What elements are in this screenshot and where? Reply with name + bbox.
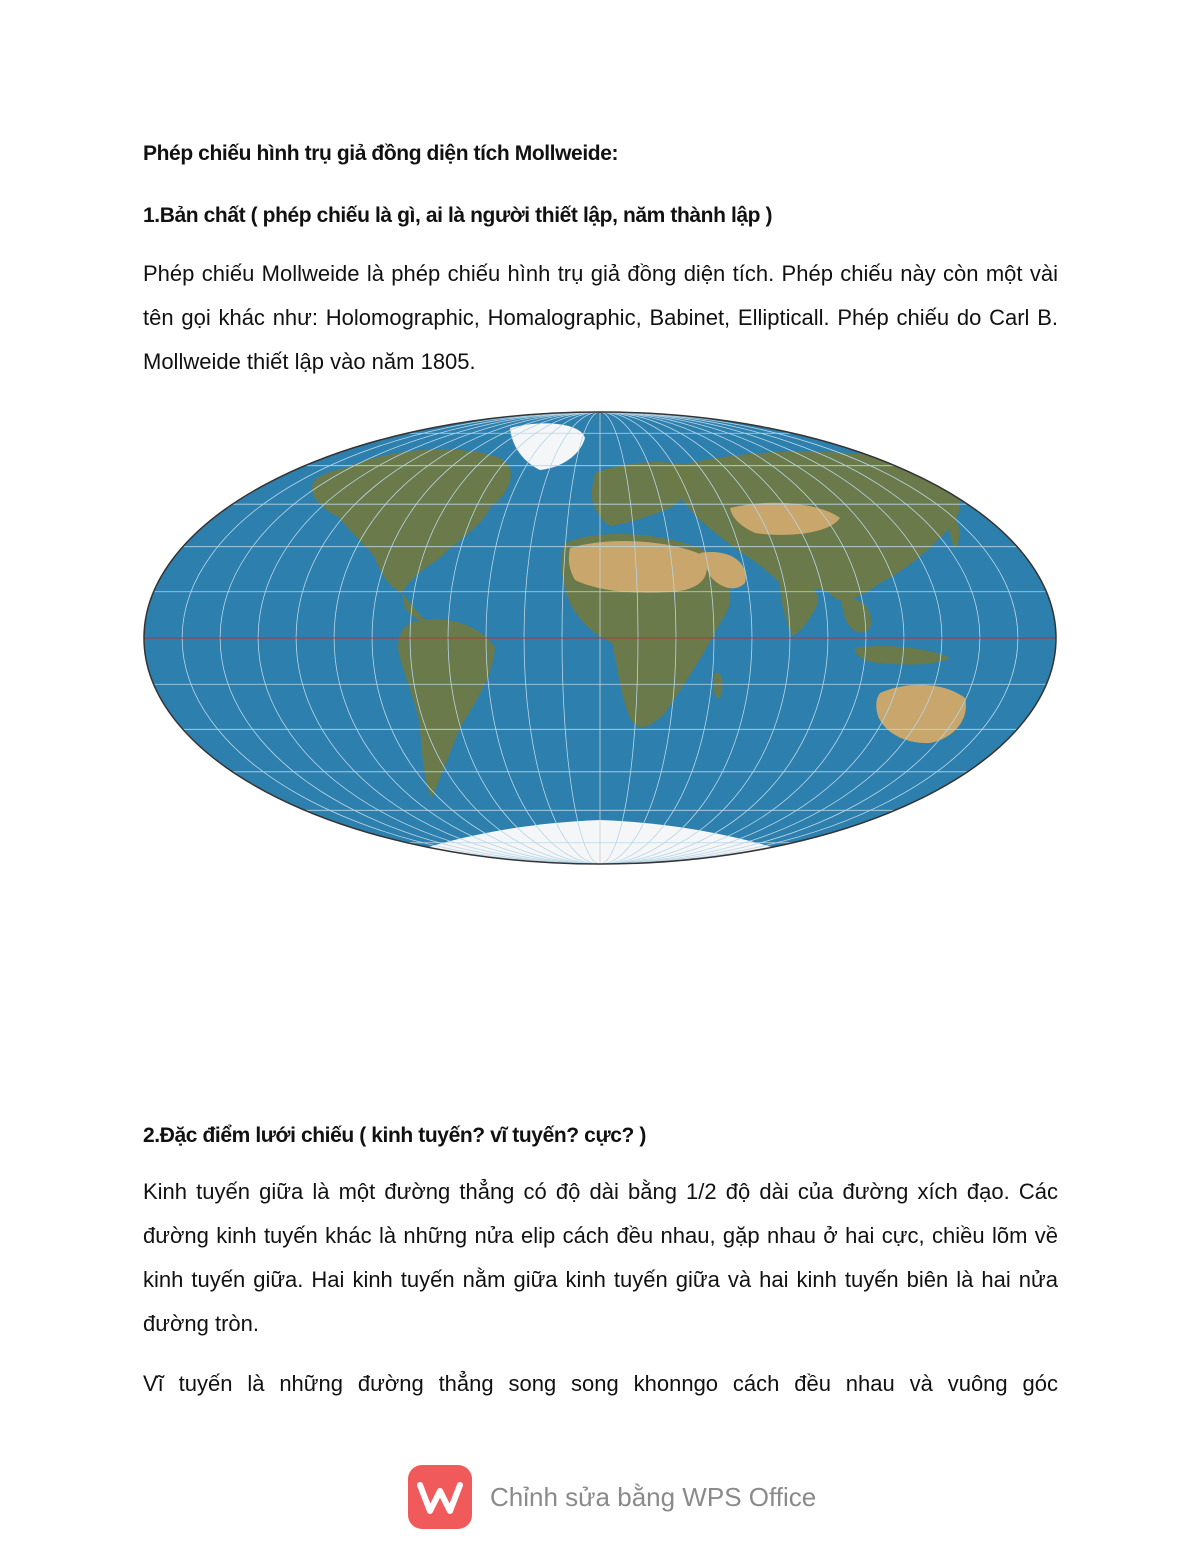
section-2-paragraph-2: Vĩ tuyến là những đường thẳng song song khonngo cách đều nhau và vuông góc	[143, 1371, 1058, 1396]
section-1-heading: 1.Bản chất ( phép chiếu là gì, ai là người thiết lập, năm thành lập )	[143, 204, 773, 227]
wps-logo-icon[interactable]	[408, 1465, 472, 1529]
world-map-image	[140, 408, 1060, 868]
document-title: Phép chiếu hình trụ giả đồng diện tích Mollweide:	[143, 142, 619, 165]
section-2-paragraph-1: Kinh tuyến giữa là một đường thẳng có độ dài bằng 1/2 độ dài của đường xích đạo. Các đường kinh tuyến khác là những nửa elip cách đều nhau, gặp nhau ở hai cực, chiều lõm về kinh tuyến giữa. Hai kinh tuyến nằm giữa kinh tuyến giữa và hai kinh tuyến biên là hai nửa đường tròn.	[143, 1179, 1058, 1336]
wps-edit-label[interactable]: Chỉnh sửa bằng WPS Office	[490, 1481, 817, 1512]
section-1-paragraph: Phép chiếu Mollweide là phép chiếu hình trụ giả đồng diện tích. Phép chiếu này còn một vài tên gọi khác như: Holomographic, Homalographic, Babinet, Ellipticall. Phép chiếu do Carl B. Mollweide thiết lập vào năm 1805.	[143, 261, 1058, 374]
wps-edit-banner[interactable]	[408, 1464, 828, 1530]
mollweide-world-map	[140, 408, 1060, 868]
section-2-heading: 2.Đặc điểm lưới chiếu ( kinh tuyến? vĩ tuyến? cực? )	[143, 1124, 646, 1147]
